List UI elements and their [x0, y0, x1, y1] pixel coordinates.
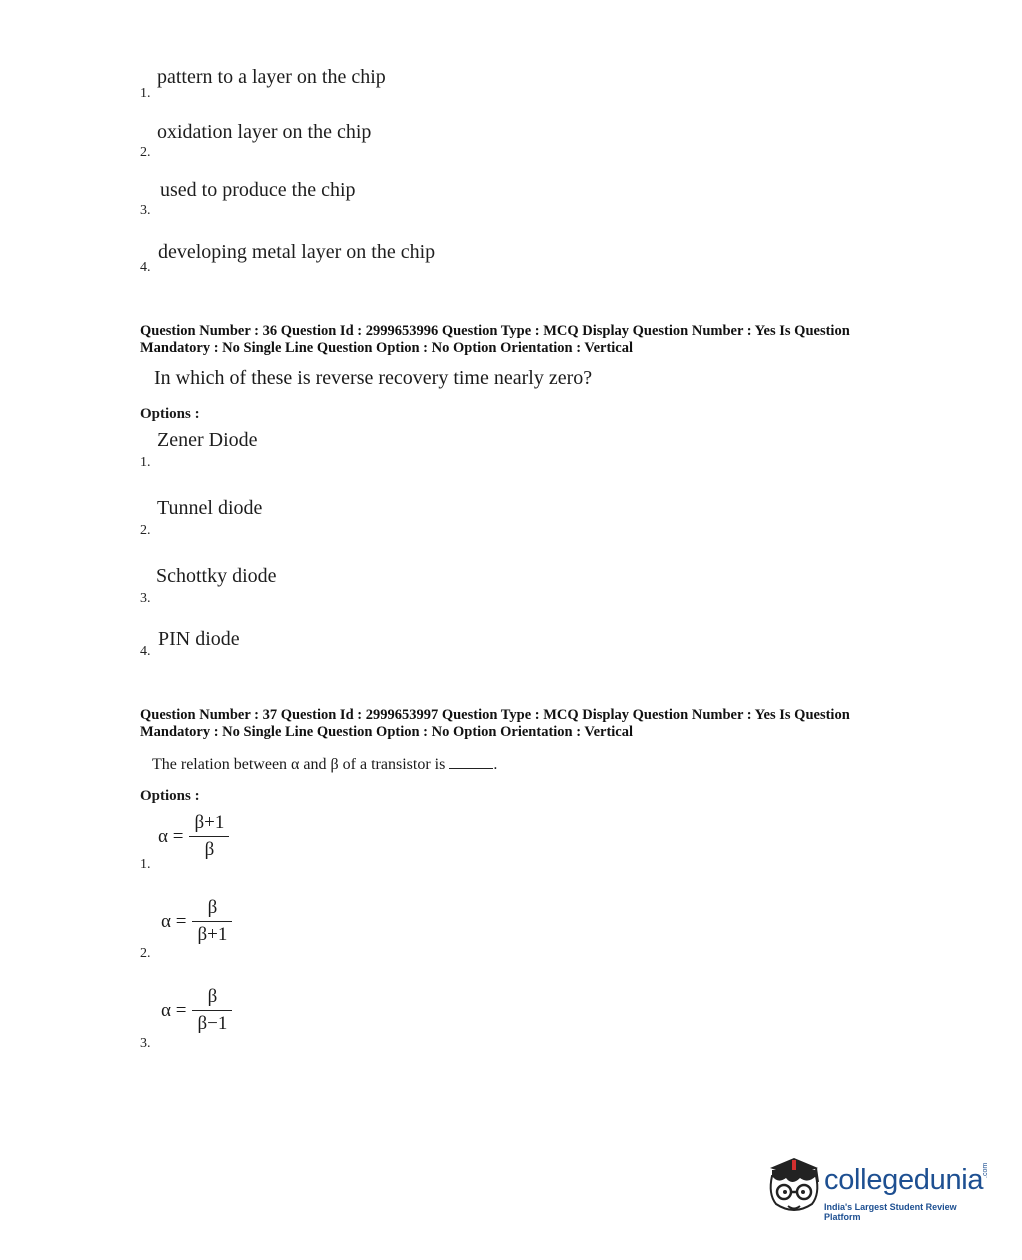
q37-option-3-denominator: β−1 — [197, 1013, 228, 1034]
prev-option-4-number: 4. — [140, 260, 151, 275]
q36-options-label: Options : — [140, 406, 200, 422]
prev-option-3-text: used to produce the chip — [160, 179, 356, 201]
q36-meta — [140, 323, 900, 357]
q37-option-2-fraction — [192, 897, 232, 946]
q37-meta-line2: Mandatory : No Single Line Question Option : No Option Orientation : Vertical — [140, 724, 634, 740]
q37-option-1-denominator: β — [204, 839, 215, 860]
q37-option-3-formula — [161, 986, 232, 1035]
q37-question-text: The relation between α and β of a transistor is — [152, 756, 446, 773]
q36-meta-line2: Mandatory : No Single Line Question Option : No Option Orientation : Vertical — [140, 340, 634, 356]
q37-option-2-denominator: β+1 — [197, 924, 228, 945]
mascot-icon — [764, 1154, 824, 1224]
q36-option-1-text: Zener Diode — [157, 429, 258, 451]
q37-option-3-lhs: α = — [161, 999, 187, 1021]
q37-option-3-number: 3. — [140, 1036, 151, 1051]
q37-option-2-numerator: β — [207, 897, 218, 918]
q37-question — [152, 756, 497, 774]
q37-option-1-fraction — [189, 812, 229, 861]
prev-option-1-text: pattern to a layer on the chip — [157, 66, 386, 88]
q37-option-1-formula — [158, 812, 229, 861]
q36-option-2-number: 2. — [140, 523, 151, 538]
q37-option-2-formula — [161, 897, 232, 946]
q36-question-text: In which of these is reverse recovery time nearly zero? — [154, 367, 593, 389]
prev-option-3-number: 3. — [140, 203, 151, 218]
q37-option-1-number: 1. — [140, 857, 151, 872]
prev-option-2-number: 2. — [140, 145, 151, 160]
fraction-bar — [192, 921, 232, 922]
q37-option-1-lhs: α = — [158, 825, 184, 847]
q36-option-4-number: 4. — [140, 644, 151, 659]
q37-option-3-numerator: β — [207, 986, 218, 1007]
q36-option-2-text: Tunnel diode — [157, 497, 263, 519]
q37-meta-line1: Question Number : 37 Question Id : 2999653997 Question Type : MCQ Display Question Number : Yes Is Question — [140, 707, 850, 723]
collegedunia-logo — [764, 1154, 994, 1224]
q36-option-3-number: 3. — [140, 591, 151, 606]
q37-meta — [140, 707, 900, 741]
logo-suffix: .com — [982, 1162, 989, 1178]
q37-options-label: Options : — [140, 788, 200, 804]
prev-option-2-text: oxidation layer on the chip — [157, 121, 372, 143]
logo-name: collegedunia — [824, 1164, 984, 1196]
q37-option-3-fraction — [192, 986, 232, 1035]
q37-option-1-numerator: β+1 — [194, 812, 225, 833]
q36-option-3-text: Schottky diode — [156, 565, 277, 587]
prev-option-4-text: developing metal layer on the chip — [158, 241, 436, 263]
q36-meta-line1: Question Number : 36 Question Id : 2999653996 Question Type : MCQ Display Question Number : Yes Is Question — [140, 323, 850, 339]
q37-option-2-lhs: α = — [161, 910, 187, 932]
q37-answer-blank — [449, 768, 493, 769]
logo-tagline: India's Largest Student Review Platform — [824, 1202, 957, 1222]
prev-option-1-number: 1. — [140, 86, 151, 101]
fraction-bar — [192, 1010, 232, 1011]
q36-option-1-number: 1. — [140, 455, 151, 470]
q37-option-2-number: 2. — [140, 946, 151, 961]
fraction-bar — [189, 836, 229, 837]
q36-option-4-text: PIN diode — [158, 628, 240, 650]
q37-question-end: . — [493, 756, 498, 773]
